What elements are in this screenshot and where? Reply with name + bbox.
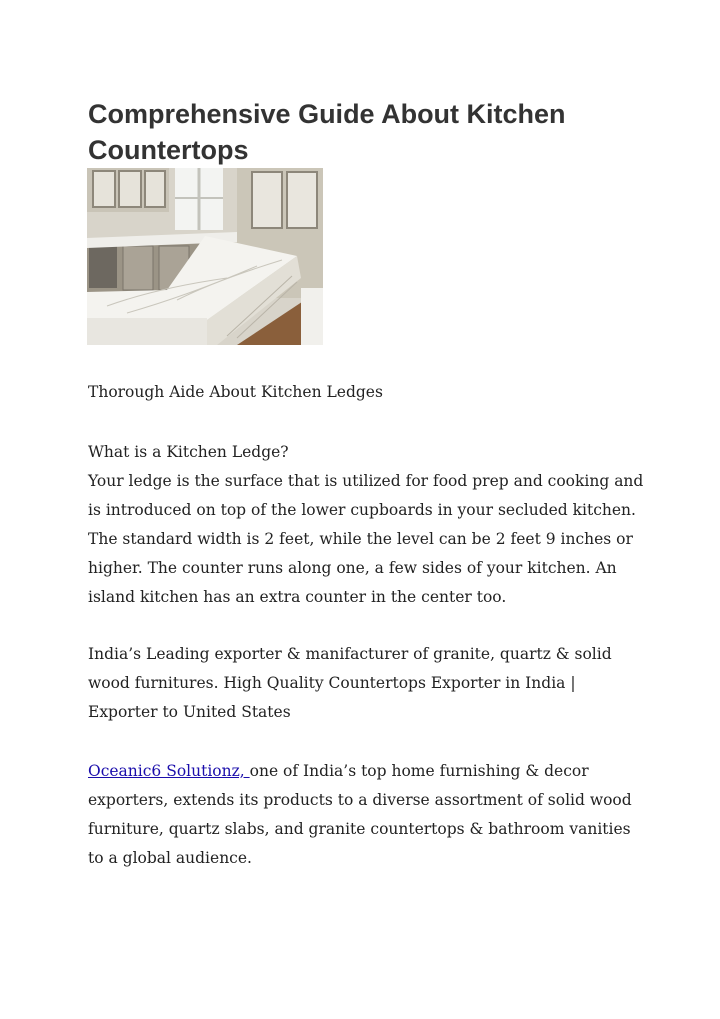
- page-title: Comprehensive Guide About Kitchen Countertops: [88, 99, 566, 165]
- company-section: [88, 757, 648, 873]
- company-link[interactable]: Oceanic6 Solutionz,: [88, 762, 250, 780]
- company-paragraph: [88, 757, 648, 873]
- article-subtitle: Thorough Aide About Kitchen Ledges: [88, 383, 383, 401]
- definition-section: [88, 438, 648, 612]
- exporter-section: [88, 640, 648, 727]
- company-paragraph-text: one of India’s top home furnishing & decor exporters, extends its products to a diverse assortment of solid wood furniture, quartz slabs, and granite countertops & bathroom vanities to a global audience.: [88, 762, 632, 867]
- kitchen-countertop-photo: [87, 168, 323, 345]
- section-question: What is a Kitchen Ledge?: [88, 443, 289, 461]
- exporter-paragraph: India’s Leading exporter & manifacturer of granite, quartz & solid wood furnitures. High Quality Countertops Exporter in India | Exporter to United States: [88, 645, 612, 721]
- definition-paragraph: Your ledge is the surface that is utilized for food prep and cooking and is introduced on top of the lower cupboards in your secluded kitchen. The standard width is 2 feet, while the level can be 2 feet 9 inches or higher. The counter runs along one, a few sides of your kitchen. An island kitchen has an extra counter in the center too.: [88, 472, 644, 606]
